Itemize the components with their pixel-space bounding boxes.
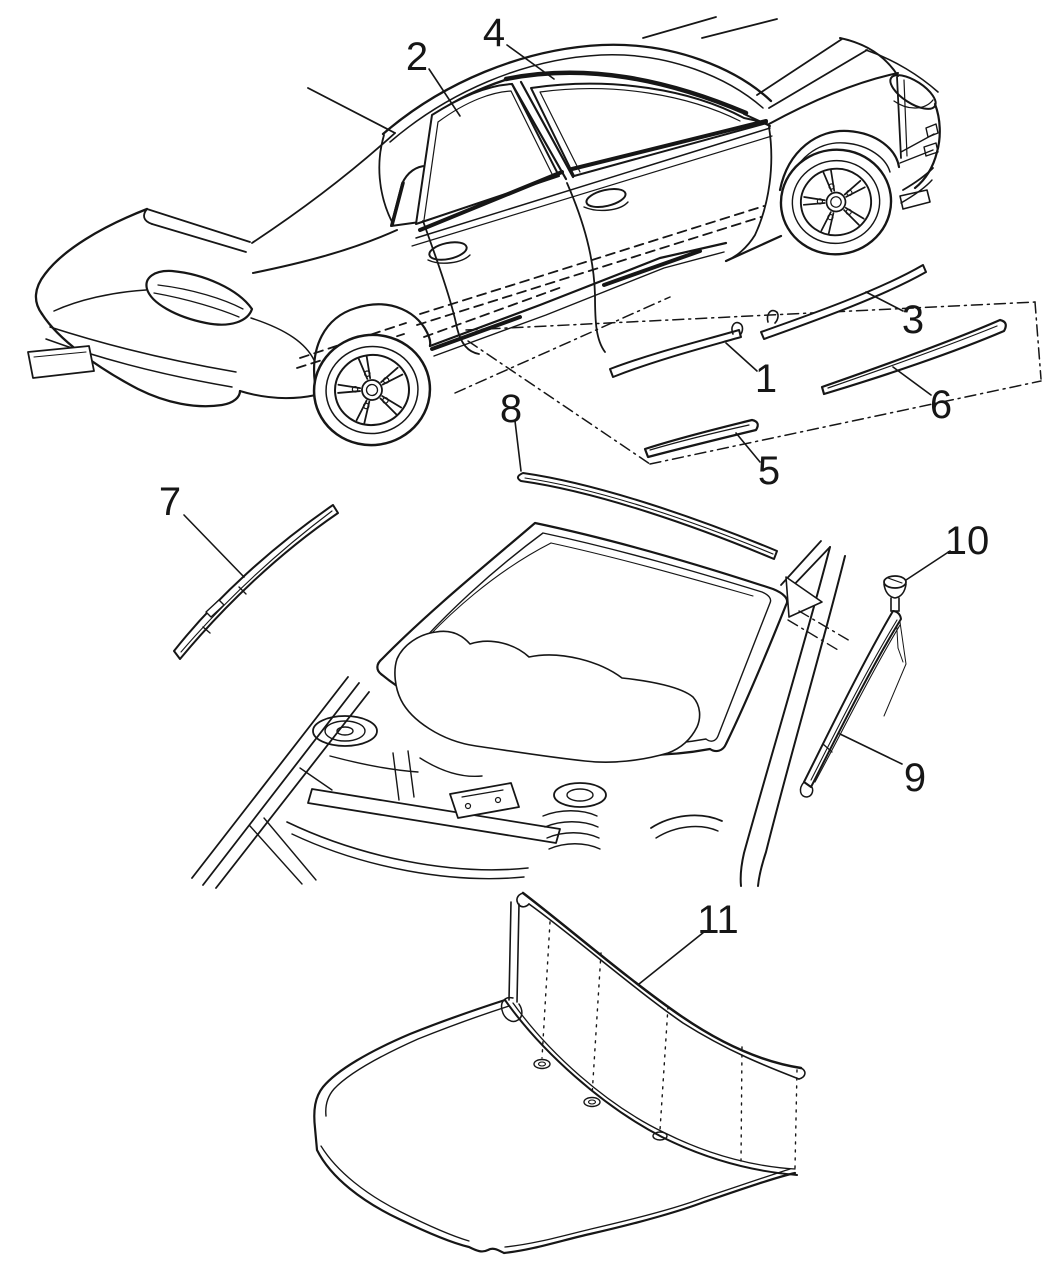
figure-decklid-spoiler (314, 893, 805, 1253)
moulding-strip-7 (174, 505, 338, 659)
callout-leader-line (866, 292, 903, 311)
spoiler-item11 (505, 893, 805, 1175)
callout-3 (866, 292, 924, 342)
callout-label-8: 8 (499, 387, 523, 431)
taillight (146, 271, 252, 325)
callout-leader-line (893, 367, 931, 395)
callout-label-7: 7 (158, 480, 182, 524)
callout-leader-line (906, 551, 950, 580)
callout-label-5: 5 (757, 449, 781, 493)
moulding-strip-9 (800, 611, 906, 797)
callout-label-2: 2 (405, 35, 429, 79)
screw-head (884, 576, 906, 588)
license-plate-pocket (28, 346, 94, 378)
callout-5 (736, 433, 780, 493)
callout-label-9: 9 (903, 756, 927, 800)
deck-lid (314, 998, 795, 1253)
callout-11 (639, 898, 739, 984)
callout-8 (500, 387, 522, 471)
projection-plane (455, 297, 1041, 464)
spoiler-mount-pad (584, 1098, 600, 1107)
a-pillar-right (741, 541, 850, 886)
figure-windshield-cowl (174, 473, 906, 888)
callout-label-3: 3 (901, 298, 925, 342)
front-door-shutline (726, 127, 771, 261)
wiper-motor (450, 783, 519, 818)
callout-label-11: 11 (697, 898, 739, 942)
wiper-pivot-right (554, 783, 606, 807)
callout-leader-line (736, 433, 760, 462)
callout-label-10: 10 (944, 519, 990, 563)
callout-10 (906, 519, 989, 580)
callout-leader-line (639, 932, 704, 984)
callout-label-4: 4 (482, 11, 506, 55)
callout-leader-line (726, 343, 757, 371)
glass-cover-blob (395, 631, 700, 762)
callout-2 (406, 35, 460, 116)
strip-3-clip (767, 311, 778, 323)
rear-wheel (307, 327, 437, 452)
figure-car-side-view (28, 17, 1041, 464)
callout-leader-line (840, 734, 902, 764)
callout-6 (893, 367, 952, 427)
spoiler-mount-pad (534, 1060, 550, 1069)
callout-1 (726, 343, 777, 401)
moulding-strip-8 (518, 473, 777, 559)
windshield-opening (377, 523, 787, 762)
car-roof-and-glass (252, 17, 867, 246)
callout-9 (840, 734, 926, 800)
callout-label-1: 1 (754, 357, 778, 401)
moulding-strip-1 (610, 323, 743, 377)
wiper-link-bar (308, 789, 560, 843)
callout-label-6: 6 (929, 383, 953, 427)
callout-7 (159, 480, 244, 577)
callout-leader-line (184, 515, 244, 577)
